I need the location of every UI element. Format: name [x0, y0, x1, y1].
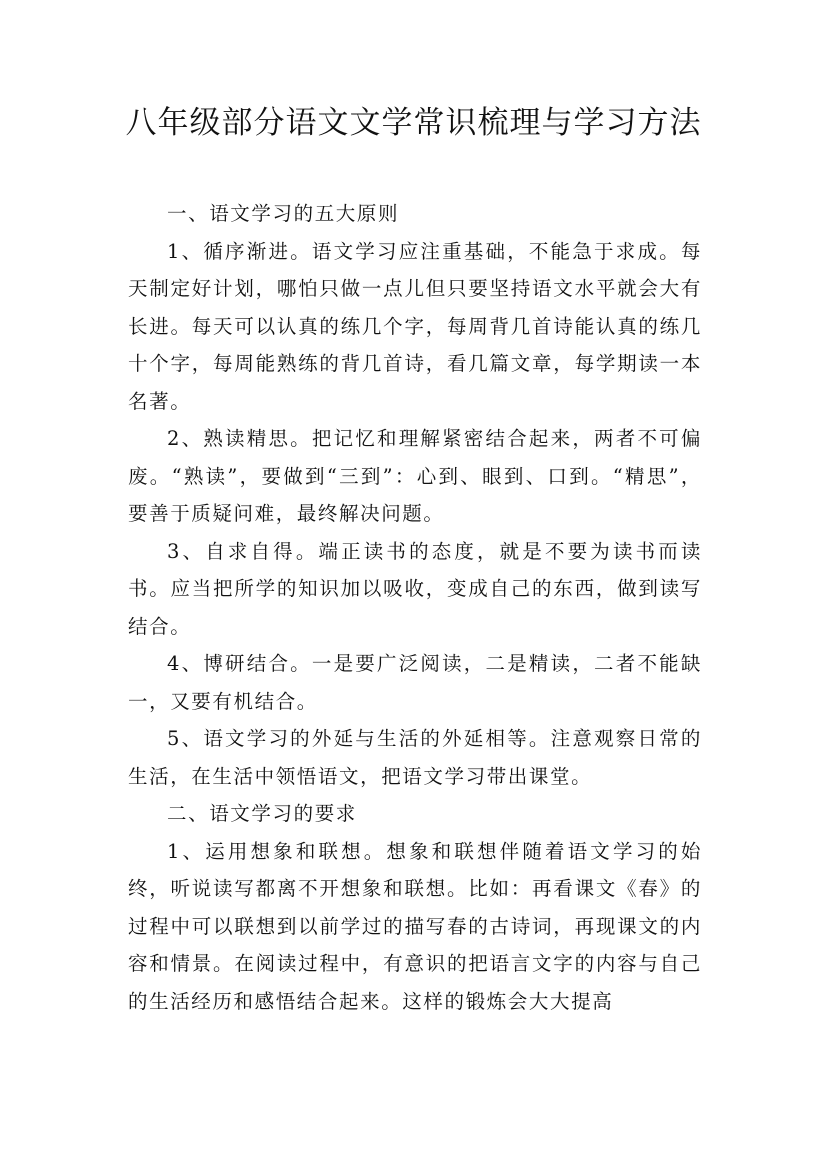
document-body [128, 195, 702, 1020]
paragraph-principle-1: 1、循序渐进。语文学习应注重基础，不能急于求成。每天制定好计划，哪怕只做一点儿但只要坚持语文水平就会大有长进。每天可以认真的练几个字，每周背几首诗能认真的练几十个字，每周能熟练的背几首诗，看几篇文章，每学期读一本名著。 [128, 239, 702, 413]
paragraph-principle-4: 4、博研结合。一是要广泛阅读，二是精读，二者不能缺一，又要有机结合。 [128, 652, 702, 713]
paragraph-requirement-1: 1、运用想象和联想。想象和联想伴随着语文学习的始终，听说读写都离不开想象和联想。比如：再看课文《春》的过程中可以联想到以前学过的描写春的古诗词，再现课文的内容和情景。在阅读过程中，有意识的把语言文字的内容与自己的生活经历和感悟结合起来。这样的锻炼会大大提高 [128, 839, 702, 1013]
paragraph-principle-2: 2、熟读精思。把记忆和理解紧密结合起来，两者不可偏废。“熟读”，要做到“三到”：心到、眼到、口到。“精思”，要善于质疑问难，最终解决问题。 [128, 427, 702, 525]
paragraph-principle-5: 5、语文学习的外延与生活的外延相等。注意观察日常的生活，在生活中领悟语文，把语文学习带出课堂。 [128, 727, 702, 788]
section-heading-requirements: 二、语文学习的要求 [167, 802, 357, 825]
paragraph-principle-3: 3、自求自得。端正读书的态度，就是不要为读书而读书。应当把所学的知识加以吸收，变成自己的东西，做到读写结合。 [128, 539, 702, 638]
section-heading-principles: 一、语文学习的五大原则 [167, 202, 400, 225]
document-title: 八年级部分语文文学常识梳理与学习方法 [125, 105, 702, 141]
